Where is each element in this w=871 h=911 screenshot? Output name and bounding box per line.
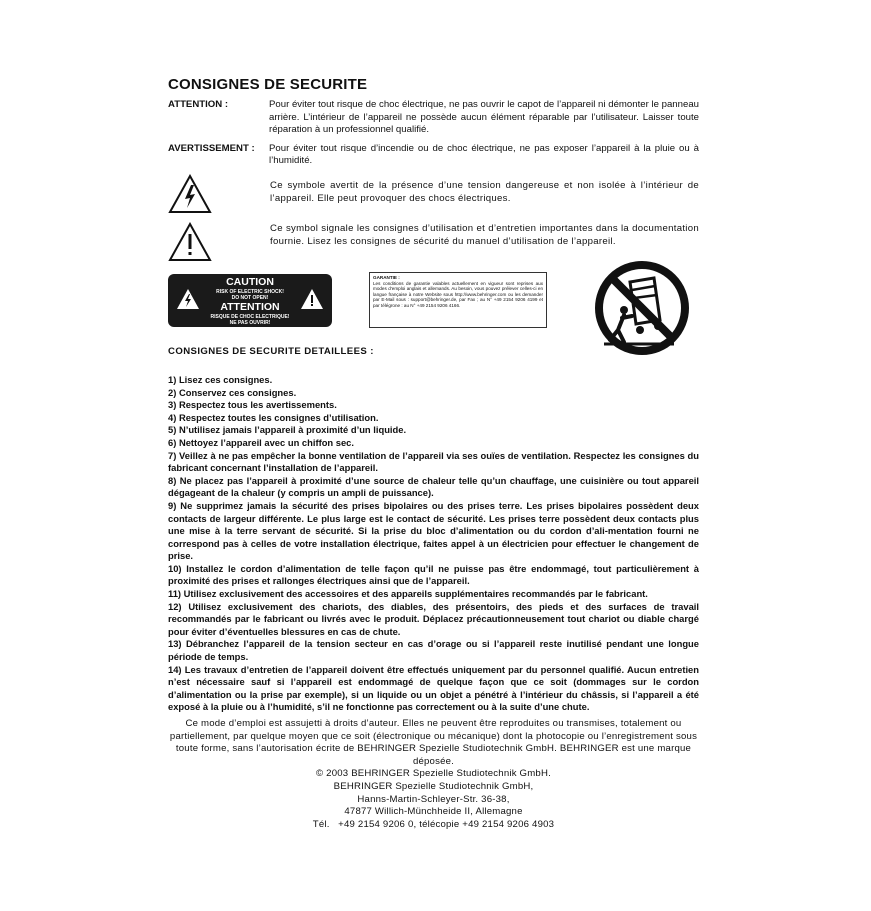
page-title: CONSIGNES DE SECURITE bbox=[168, 76, 368, 93]
company-city: 47877 Willich-Münchheide II, Allemagne bbox=[344, 806, 523, 818]
lightning-symbol-row bbox=[168, 174, 699, 216]
list-item: 7) Veillez à ne pas empêcher la bonne ventilation de l’appareil via ses ouïes de ventilation. Respectez les consignes du fabricant concernant l’installation de l’appareil. bbox=[168, 449, 699, 474]
garantie-box bbox=[369, 272, 547, 328]
caution-title: CAUTION bbox=[226, 275, 274, 288]
caution-sub2: DO NOT OPEN! bbox=[231, 294, 269, 301]
detailed-safety-heading: CONSIGNES DE SECURITE DETAILLEES : bbox=[168, 345, 374, 357]
copyright-line: © 2003 BEHRINGER Spezielle Studiotechnik GmbH. bbox=[316, 768, 551, 780]
list-item: 10) Installez le cordon d’alimentation de telle façon qu’il ne puisse pas être endommagé, tout particulièrement à proximité des prises et rallonges électriques ainsi que de l’appareil. bbox=[168, 562, 699, 587]
list-item: 1) Lisez ces consignes. bbox=[168, 373, 273, 385]
list-item: 4) Respectez toutes les consignes d’utilisation. bbox=[168, 411, 379, 423]
attention-sub2: NE PAS OUVRIR! bbox=[229, 319, 271, 326]
attention-label: ATTENTION : bbox=[168, 99, 229, 110]
list-item: 9) Ne supprimez jamais la sécurité des prises bipolaires ou des prises terre. Les prises bipolaires possèdent deux contacts de largeur différente. Le plus large est le contact de sécurité. Les prises terre possèdent deux contacts plus une mise à la terre servant de sécurité. Si la prise du bloc d’alimentation ou du cordon d’ali-mentation fourni ne correspond pas à celles de votre installation électrique, faites appel à un électricien pour effectuer le changement de prise. bbox=[168, 499, 699, 562]
attention-sub1: RISQUE DE CHOC ELECTRIQUE! bbox=[210, 313, 290, 320]
avertissement-row bbox=[168, 143, 699, 168]
cart-warning-icon bbox=[594, 260, 690, 356]
attention-row bbox=[168, 99, 699, 137]
list-item: 11) Utilisez exclusivement des accessoires et des appareils supplémentaires recommandés par le fabricant. bbox=[168, 588, 648, 600]
copyright-block bbox=[168, 718, 699, 831]
list-item: 2) Conservez ces consignes. bbox=[168, 386, 297, 398]
attention-title: ATTENTION bbox=[220, 300, 280, 313]
avertissement-text: Pour éviter tout risque d’incendie ou de choc électrique, ne pas exposer l’appareil à la pluie ou à l’humidité. bbox=[269, 142, 699, 167]
caution-exclamation-icon bbox=[300, 288, 324, 310]
list-item: 14) Les travaux d’entretien de l’appareil doivent être effectués uniquement par du personnel qualifié. Aucun entretien n’est nécessaire sauf si l’appareil est endommagé de quelque façon que ce soit (dommages sur le cordon d’alimentation ou la prise par exemple), si un liquide ou un objet a pénétré à l’intérieur du châssis, si l’appareil a été exposé à la pluie ou à l’humidité, s’il ne fonctionne pas correctement ou à la suite d’une chute. bbox=[168, 663, 699, 713]
list-item: 6) Nettoyez l’appareil avec un chiffon sec. bbox=[168, 436, 354, 448]
list-item: 5) N’utilisez jamais l’appareil à proximité d’un liquide. bbox=[168, 424, 407, 436]
caution-lightning-icon bbox=[176, 288, 200, 310]
exclamation-symbol-text: Ce symbol signale les consignes d’utilisation et d’entretien importantes dans la documentation fournie. Lisez les consignes de sécurité du manuel d’utilisation de l’appareil. bbox=[270, 222, 699, 247]
attention-text: Pour éviter tout risque de choc électrique, ne pas ouvrir le capot de l’appareil ni démonter le panneau arrière. L’intérieur de l’appareil ne possède aucun élément réparable par l’utilisateur. Laisser toute réparation à un professionnel qualifié. bbox=[269, 99, 699, 136]
company-name: BEHRINGER Spezielle Studiotechnik GmbH, bbox=[333, 780, 534, 792]
avertissement-label: AVERTISSEMENT : bbox=[168, 142, 255, 154]
list-item: 13) Débranchez l’appareil de la tension secteur en cas d’orage ou si l’appareil reste inutilisé pendant une longue période de temps. bbox=[168, 638, 699, 663]
exclamation-warning-icon bbox=[168, 222, 270, 264]
company-phone: Tél. +49 2154 9206 0, télécopie +49 2154 9206 4903 bbox=[312, 818, 555, 830]
list-item: 12) Utilisez exclusivement des chariots, des diables, des présentoirs, des pieds et des surfaces de travail recommandés par le fabricant ou livrés avec le produit. Déplacez précautionneusement tout chariot ou diable chargé pour éviter d’éventuelles blessures en cas de chute. bbox=[168, 600, 699, 637]
safety-page bbox=[168, 76, 699, 831]
lightning-symbol-text: Ce symbole avertit de la présence d’une tension dangereuse et non isolée à l’intérieur de l’appareil. Elle peut provoquer des chocs électriques. bbox=[270, 179, 699, 204]
lightning-warning-icon bbox=[168, 174, 270, 216]
company-street: Hanns-Martin-Schleyer-Str. 36-38, bbox=[357, 793, 510, 805]
safety-items-list bbox=[168, 374, 699, 714]
garantie-title: GARANTIE : bbox=[373, 274, 400, 280]
caution-label bbox=[168, 274, 332, 327]
copyright-notice: Ce mode d’emploi est assujetti à droits d’auteur. Elles ne peuvent être reproduites ou transmises, totalement ou partiellement, par quelque moyen que ce soit (électronique ou mécanique) dont la photocopie ou l’enregistrement sous toute forme, sans l’autorisation écrite de BEHRINGER Spezielle Studiotechnik GmbH. BEHRINGER est une marque déposée. bbox=[169, 718, 698, 767]
list-item: 8) Ne placez pas l’appareil à proximité d’une source de chaleur telle qu’un chauffage, une cuisinière ou tout appareil dégageant de la chaleur (y compris un ampli de puissance). bbox=[168, 474, 699, 499]
garantie-text: Les conditions de garantie valables actuellement en vigueur sont reprises aux modes d’emploi anglais et allemands. Au besoin, vous pouvez prélever celles-ci en langue française à notre Website sous http://www.behringer.com ou les demander par E-Mail sous : support@behringer.de, par Fax ; au N° +49 2154 9206 4199 et par télégrone : au N° +49 2154 9206 4166. bbox=[373, 280, 543, 308]
exclamation-symbol-row bbox=[168, 222, 699, 264]
list-item: 3) Respectez tous les avertissements. bbox=[168, 399, 337, 411]
caution-sub1: RISK OF ELECTRIC SHOCK! bbox=[216, 288, 284, 295]
warning-labels bbox=[168, 270, 699, 346]
